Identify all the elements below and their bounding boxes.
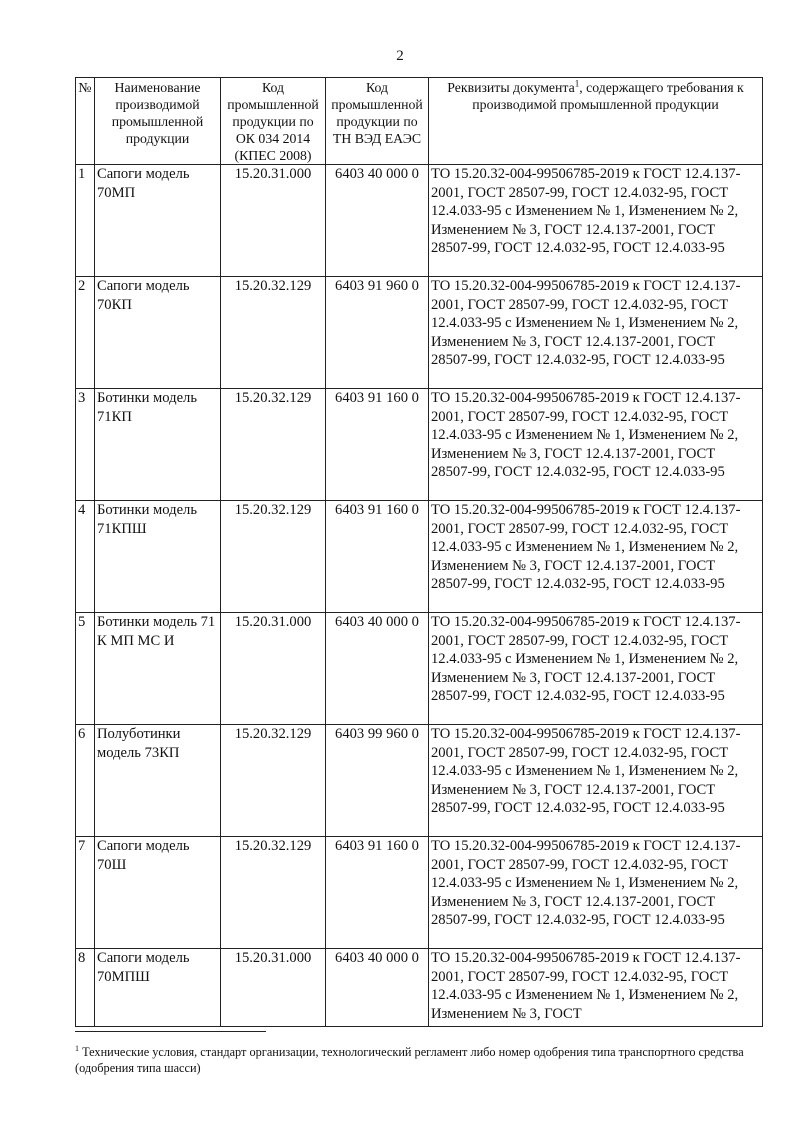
page-number: 2 xyxy=(396,48,404,64)
products-table xyxy=(75,77,763,1027)
footnote-text: Технические условия, стандарт организации, технологический регламент либо номер одобрения типа транспортного средства (одобрения типа шасси) xyxy=(75,1045,744,1075)
row-num: 3 xyxy=(76,389,95,501)
table-row xyxy=(76,501,763,613)
okpd-code: 15.20.32.129 xyxy=(221,389,326,501)
document-requisites: ТО 15.20.32-004-99506785-2019 к ГОСТ 12.4.137-2001, ГОСТ 28507-99, ГОСТ 12.4.032-95, ГОСТ 12.4.033-95 с Изменением № 1, Изменением № 2, Изменением № 3, ГОСТ 12.4.137-2001, ГОСТ 28507-99, ГОСТ 12.4.032-95, ГОСТ 12.4.033-95 xyxy=(429,837,763,949)
okpd-code: 15.20.32.129 xyxy=(221,501,326,613)
okpd-code: 15.20.31.000 xyxy=(221,949,326,1027)
tnved-code: 6403 40 000 0 xyxy=(326,613,429,725)
table-header-row xyxy=(76,78,763,165)
document-requisites: ТО 15.20.32-004-99506785-2019 к ГОСТ 12.4.137-2001, ГОСТ 28507-99, ГОСТ 12.4.032-95, ГОСТ 12.4.033-95 с Изменением № 1, Изменением № 2, Изменением № 3, ГОСТ 12.4.137-2001, ГОСТ 28507-99, ГОСТ 12.4.032-95, ГОСТ 12.4.033-95 xyxy=(429,165,763,277)
header-okpd-code: Код промышленной продукции по ОК 034 2014 (КПЕС 2008) xyxy=(221,78,326,165)
tnved-code: 6403 91 160 0 xyxy=(326,389,429,501)
okpd-code: 15.20.31.000 xyxy=(221,165,326,277)
tnved-code: 6403 91 160 0 xyxy=(326,501,429,613)
tnved-code: 6403 99 960 0 xyxy=(326,725,429,837)
product-name: Полуботинки модель 73КП xyxy=(95,725,221,837)
product-name: Сапоги модель 70Ш xyxy=(95,837,221,949)
table-row xyxy=(76,165,763,277)
product-name: Сапоги модель 70МП xyxy=(95,165,221,277)
table-row xyxy=(76,837,763,949)
document-requisites: ТО 15.20.32-004-99506785-2019 к ГОСТ 12.4.137-2001, ГОСТ 28507-99, ГОСТ 12.4.032-95, ГОСТ 12.4.033-95 с Изменением № 1, Изменением № 2, Изменением № 3, ГОСТ 12.4.137-2001, ГОСТ 28507-99, ГОСТ 12.4.032-95, ГОСТ 12.4.033-95 xyxy=(429,389,763,501)
row-num: 2 xyxy=(76,277,95,389)
tnved-code: 6403 40 000 0 xyxy=(326,949,429,1027)
okpd-code: 15.20.32.129 xyxy=(221,837,326,949)
document-requisites: ТО 15.20.32-004-99506785-2019 к ГОСТ 12.4.137-2001, ГОСТ 28507-99, ГОСТ 12.4.032-95, ГОСТ 12.4.033-95 с Изменением № 1, Изменением № 2, Изменением № 3, ГОСТ 12.4.137-2001, ГОСТ 28507-99, ГОСТ 12.4.032-95, ГОСТ 12.4.033-95 xyxy=(429,501,763,613)
table-row xyxy=(76,389,763,501)
header-tnved-code: Код промышленной продукции по ТН ВЭД ЕАЭС xyxy=(326,78,429,165)
footnote-divider xyxy=(75,1031,266,1032)
footnote xyxy=(75,1044,765,1076)
tnved-code: 6403 91 160 0 xyxy=(326,837,429,949)
header-name: Наименование производимой промышленной продукции xyxy=(95,78,221,165)
product-name: Ботинки модель 71 К МП МС И xyxy=(95,613,221,725)
row-num: 1 xyxy=(76,165,95,277)
table-row xyxy=(76,277,763,389)
product-name: Ботинки модель 71КПШ xyxy=(95,501,221,613)
okpd-code: 15.20.31.000 xyxy=(221,613,326,725)
table-row xyxy=(76,613,763,725)
row-num: 5 xyxy=(76,613,95,725)
row-num: 7 xyxy=(76,837,95,949)
document-requisites: ТО 15.20.32-004-99506785-2019 к ГОСТ 12.4.137-2001, ГОСТ 28507-99, ГОСТ 12.4.032-95, ГОСТ 12.4.033-95 с Изменением № 1, Изменением № 2, Изменением № 3, ГОСТ 12.4.137-2001, ГОСТ 28507-99, ГОСТ 12.4.032-95, ГОСТ 12.4.033-95 xyxy=(429,277,763,389)
document-requisites: ТО 15.20.32-004-99506785-2019 к ГОСТ 12.4.137-2001, ГОСТ 28507-99, ГОСТ 12.4.032-95, ГОСТ 12.4.033-95 с Изменением № 1, Изменением № 2, Изменением № 3, ГОСТ xyxy=(429,949,763,1027)
product-name: Сапоги модель 70МПШ xyxy=(95,949,221,1027)
document-requisites: ТО 15.20.32-004-99506785-2019 к ГОСТ 12.4.137-2001, ГОСТ 28507-99, ГОСТ 12.4.032-95, ГОСТ 12.4.033-95 с Изменением № 1, Изменением № 2, Изменением № 3, ГОСТ 12.4.137-2001, ГОСТ 28507-99, ГОСТ 12.4.032-95, ГОСТ 12.4.033-95 xyxy=(429,725,763,837)
product-name: Ботинки модель 71КП xyxy=(95,389,221,501)
header-doc-post: , содержащего требования к производимой промышленной продукции xyxy=(472,80,744,112)
okpd-code: 15.20.32.129 xyxy=(221,277,326,389)
header-num: № xyxy=(76,78,95,165)
okpd-code: 15.20.32.129 xyxy=(221,725,326,837)
header-doc-pre: Реквизиты документа xyxy=(447,80,575,95)
table-row xyxy=(76,949,763,1027)
product-name: Сапоги модель 70КП xyxy=(95,277,221,389)
tnved-code: 6403 40 000 0 xyxy=(326,165,429,277)
row-num: 4 xyxy=(76,501,95,613)
footnote-ref: 1 xyxy=(574,78,580,89)
header-document-requisites xyxy=(429,78,763,165)
row-num: 8 xyxy=(76,949,95,1027)
footnote-marker: 1 xyxy=(75,1043,79,1053)
tnved-code: 6403 91 960 0 xyxy=(326,277,429,389)
document-requisites: ТО 15.20.32-004-99506785-2019 к ГОСТ 12.4.137-2001, ГОСТ 28507-99, ГОСТ 12.4.032-95, ГОСТ 12.4.033-95 с Изменением № 1, Изменением № 2, Изменением № 3, ГОСТ 12.4.137-2001, ГОСТ 28507-99, ГОСТ 12.4.032-95, ГОСТ 12.4.033-95 xyxy=(429,613,763,725)
row-num: 6 xyxy=(76,725,95,837)
table-row xyxy=(76,725,763,837)
